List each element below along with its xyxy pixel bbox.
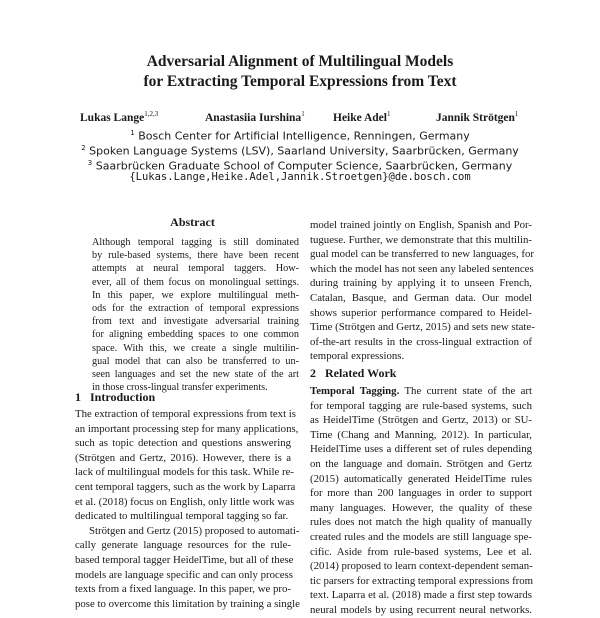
text-line: HeidelTime uses a different set of rules depending <box>310 443 532 456</box>
author-list <box>0 110 600 126</box>
text-line: ods for the extraction of temporal expressions <box>92 303 299 315</box>
affiliation: $^3$ Saarbrücken Graduate School of Computer Science, Saarbrücken, Germany <box>87 159 513 173</box>
text-line: In this paper, we explore multilingual meth- <box>92 289 299 301</box>
text-line: rules does not match the high quality of manually <box>310 516 532 529</box>
text-line: cally generate language resources for the rule- <box>75 539 291 552</box>
text-line: an important processing step for many applications, <box>75 422 299 435</box>
text-line: neural models by using recurrent neural networks. <box>310 603 532 616</box>
text-line: models are language specific and can only process <box>75 568 293 581</box>
abstract-body <box>92 236 299 394</box>
text-line: temporal expressions. <box>310 350 405 363</box>
text-line: based temporal tagger HeidelTime, but all of these <box>75 553 294 566</box>
text-line: gual model can be transferred to new languages, for <box>310 248 534 261</box>
text-line: The extraction of temporal expressions from text is <box>75 408 296 420</box>
text-line: Strötgen and Gertz (2015) proposed to automati- <box>89 524 300 537</box>
related-work-heading: 2 Related Work <box>310 366 397 380</box>
text-line: shows superior performance compared to Heidel- <box>310 306 532 319</box>
text-line: Catalan, Basque, and German data. Our model <box>310 291 532 304</box>
related-work-first-line: Temporal Tagging. The current state of the art <box>310 385 532 397</box>
introduction-continuation <box>310 218 535 364</box>
text-line: cific. Aside from rule-based systems, Lee et al. <box>310 545 532 558</box>
text-line: as HeidelTime (Strötgen and Gertz, 2013) or SU- <box>310 414 532 427</box>
abstract-heading: Abstract <box>170 215 215 229</box>
author-email: {Lukas.Lange,Heike.Adel,Jannik.Stroetgen}@de.bosch.com <box>129 171 471 183</box>
text-line: text. Laparra et al. (2018) made a first step towards <box>310 589 532 602</box>
text-line: for temporal tagging are rule-based systems, such <box>310 399 532 412</box>
text-line: of-the-art results in the cross-lingual extraction of <box>310 335 532 348</box>
text-line: (2014) proposed to learn context-dependent seman- <box>310 560 533 573</box>
text-line: during training by applying it to unseen French, <box>310 277 532 290</box>
text-line: Although temporal tagging is still dominated <box>92 237 299 248</box>
affiliation: $^1$ Bosch Center for Artificial Intelligence, Renningen, Germany <box>130 129 470 143</box>
text-line: from text and investigate adversarial training <box>92 316 299 328</box>
text-line: seen languages and set the new state of the art <box>92 369 299 381</box>
text-line: (2015) automatically generated HeidelTime rules <box>310 472 532 485</box>
text-line: by rule-based systems, there have been recent <box>92 250 299 262</box>
text-line: texts from a fixed language. In this paper, we pro- <box>75 583 291 596</box>
text-line: et al. (2018) focus on English, only little work was <box>75 495 295 508</box>
text-line: pose to overcome this limitation by training a single <box>75 597 300 610</box>
paper-title-line-1: Adversarial Alignment of Multilingual Models <box>146 53 454 70</box>
text-line: cent temporal taggers, such as the work by Laparra <box>75 480 296 493</box>
text-line: attempts at neural temporal taggers. How- <box>92 263 299 275</box>
affiliation: $^2$ Spoken Language Systems (LSV), Saarland University, Saarbrücken, Germany <box>81 144 519 158</box>
text-line: on the language and domain. Strötgen and Gertz <box>310 457 532 470</box>
introduction-body <box>75 407 300 611</box>
text-line: (Strötgen and Gertz, 2016). However, there is a <box>75 451 291 464</box>
author: Lukas Lange$^{1,2,3}$ <box>80 110 159 124</box>
text-line: such as topic detection and questions answering <box>75 437 291 450</box>
author: Heike Adel$^1$ <box>333 110 391 124</box>
introduction-heading: 1 Introduction <box>75 390 156 404</box>
paper-title-line-2: for Extracting Temporal Expressions from Text <box>143 73 457 90</box>
text-line: Time (Strötgen and Gertz, 2015) and sets new state- <box>310 321 535 334</box>
text-line: for aligning embedding spaces to one common <box>92 329 299 341</box>
related-work-body <box>310 384 532 618</box>
text-line: which the model has not seen any labeled sentences <box>310 262 534 275</box>
text-line: lack of multilingual models for this task. While re- <box>75 466 294 479</box>
text-line: dedicated to multilingual temporal tagging so far. <box>75 510 289 523</box>
text-line: tic parsers for extracting temporal expressions from <box>310 574 534 587</box>
text-line: space. With this, we create a single multilin- <box>92 342 299 354</box>
text-line: tuguese. Further, we demonstrate that this multilin- <box>310 233 532 246</box>
author: Jannik Strötgen$^1$ <box>436 110 519 124</box>
text-line: for more than 200 languages in order to support <box>310 487 532 500</box>
text-line: gual model that can also be transferred to un- <box>92 355 299 367</box>
author: Anastasiia Iurshina$^1$ <box>205 110 305 124</box>
text-line: created rules and the models are still language spe- <box>310 530 532 543</box>
text-line: many languages. However, the quality of these <box>310 501 532 514</box>
paragraph-lead: Temporal Tagging. <box>310 385 400 397</box>
text-line: ever, all of them focus on monolingual settings. <box>92 276 299 288</box>
text-line: in those cross-lingual transfer experiments. <box>92 382 268 394</box>
text-line: Time (Chang and Manning, 2012). In particular, <box>310 428 532 441</box>
text-line: model trained jointly on English, Spanish and Por- <box>310 219 532 231</box>
